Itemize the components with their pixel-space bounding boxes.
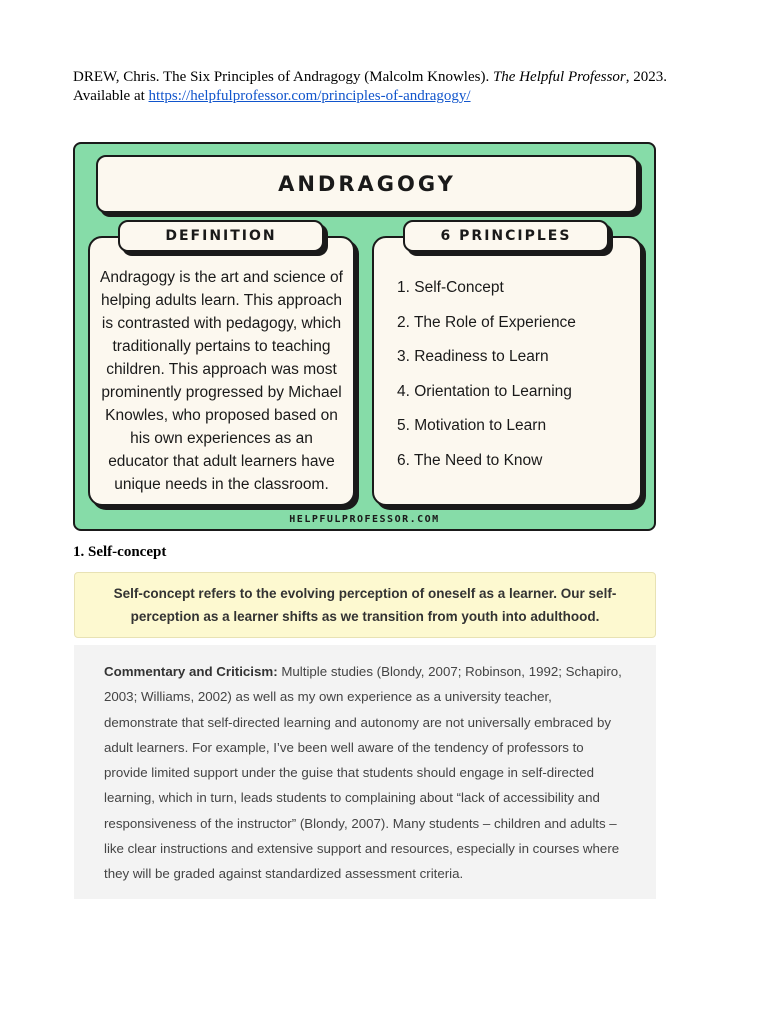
infographic-title-box (96, 155, 638, 213)
infographic-footer: HELPFULPROFESSOR.COM (289, 514, 440, 525)
principle-item: 4. Orientation to Learning (397, 382, 572, 400)
principle-item: 5. Motivation to Learn (397, 417, 547, 435)
citation-text: DREW, Chris. The Six Principles of Andragogy (Malcolm Knowles). (73, 69, 493, 85)
commentary-text: Multiple studies (Blondy, 2007; Robinson, 1992; Schapiro, 2003; Williams, 2002) as well as my own experience as a university teacher, demonstrate that self-directed learning and autonomy are not universally embraced by adult learners. For example, I’ve been well aware of the tendency of professors to provide limited support under the guise that students should engage in self-directed learning, which in turn, leads students to complaining about “lack of accessibility and responsiveness of the instructor” (Blondy, 2007). Many students – children and adults – like clear instructions and extensive support and resources, especially in courses where they will be graded against standardized assessment criteria. (104, 664, 622, 882)
principle-item: 3. Readiness to Learn (397, 348, 549, 366)
principles-list (397, 278, 576, 486)
definition-panel (88, 236, 355, 506)
principle-item: 2. The Role of Experience (397, 313, 576, 331)
andragogy-infographic (73, 142, 656, 531)
definition-tab (118, 220, 324, 252)
citation (73, 68, 713, 106)
principle-item: 6. The Need to Know (397, 451, 543, 469)
definition-heading: DEFINITION (165, 228, 277, 244)
definition-highlight (74, 572, 656, 638)
commentary-box (74, 645, 656, 899)
definition-text: Andragogy is the art and science of helping adults learn. This approach is contrasted with pedagogy, which traditionally pertains to teaching children. This approach was most prominently progressed by Michael Knowles, who proposed based on his own experiences as an educator that adult learners have unique needs in the classroom. (100, 269, 343, 493)
citation-link[interactable]: https://helpfulprofessor.com/principles-of-andragogy/ (148, 88, 471, 104)
citation-journal: The Helpful Professor (492, 69, 626, 85)
principle-item: 1. Self-Concept (397, 279, 504, 296)
commentary-label: Commentary and Criticism: (104, 664, 278, 679)
section-heading: 1. Self-concept (73, 544, 167, 560)
citation-year: , 2023. (625, 69, 667, 85)
infographic-title: ANDRAGOGY (278, 172, 456, 196)
highlight-text: Self-concept refers to the evolving perception of oneself as a learner. Our self-perception as a learner shifts as we transition from youth into adulthood. (113, 586, 617, 624)
available-at-label: Available at (73, 88, 149, 104)
principles-panel (372, 236, 642, 506)
principles-tab (403, 220, 609, 252)
principles-heading: 6 PRINCIPLES (440, 228, 572, 244)
